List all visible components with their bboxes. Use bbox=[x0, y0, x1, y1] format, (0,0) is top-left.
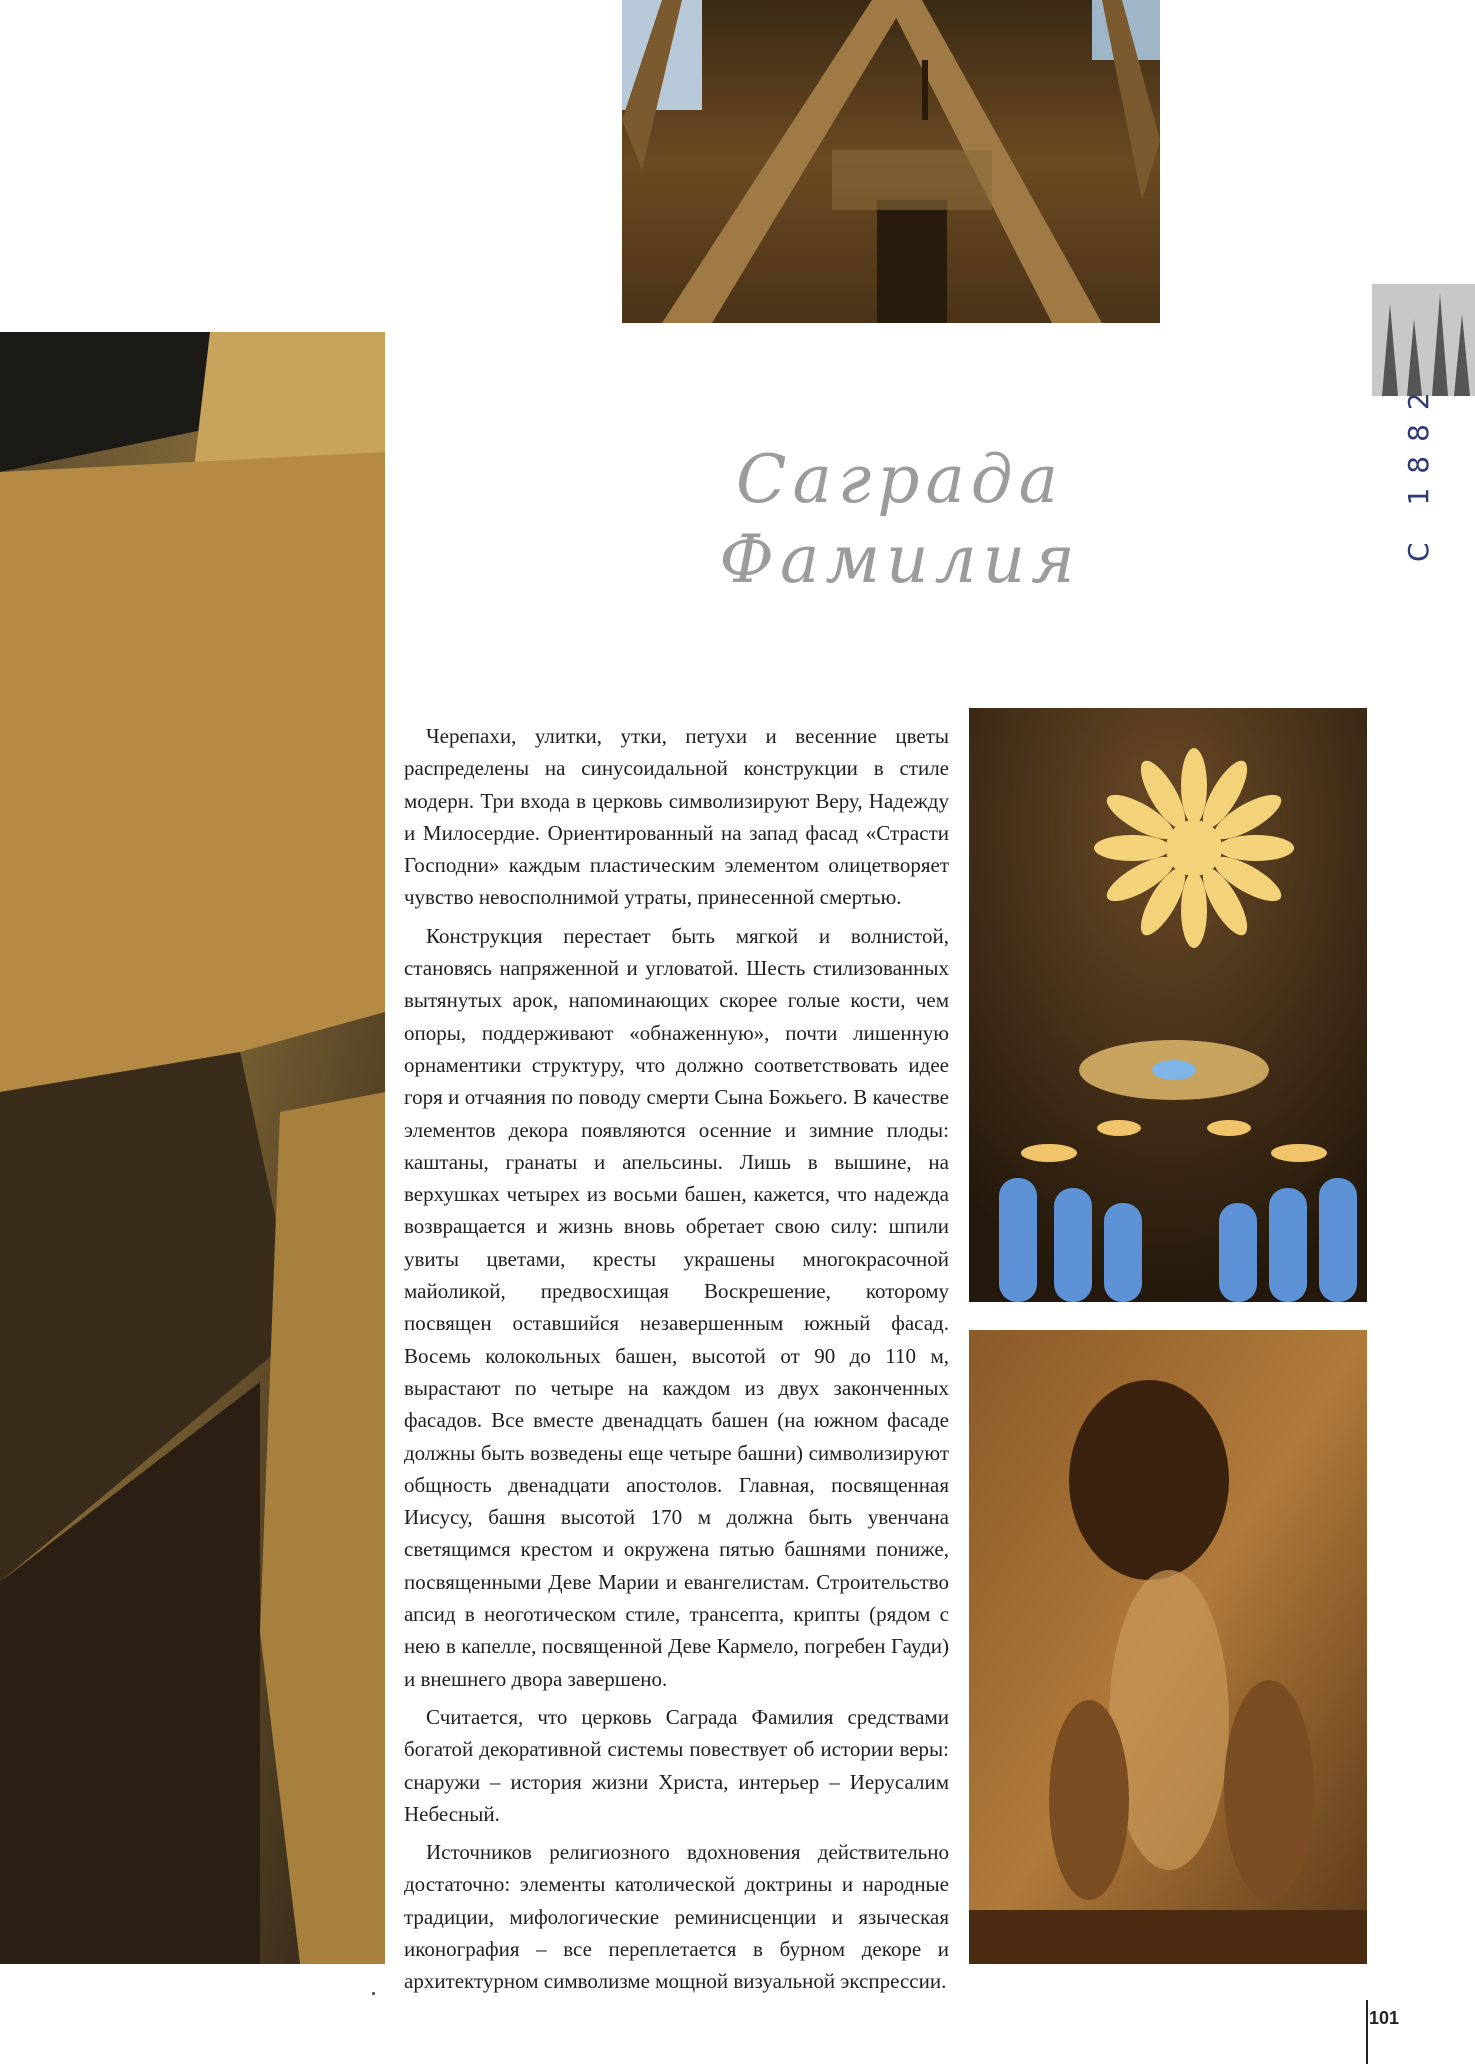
paragraph: Конструкция перестает быть мягкой и волнистой, становясь напряженной и угловатой. Шесть стилизованных вытянутых арок, напоминающих скорее голые кости, чем опоры, поддерживают «обнаженную», почти лишенную орнаментики структуру, что должно соответствовать идее горя и отчаяния по поводу смерти Сына Божьего. В качестве элементов декора появляются осенние и зимние плоды: каштаны, гранаты и апельсины. Лишь в вышине, на верхушках четырех из восьми башен, кажется, что надежда возвращается и жизнь вновь обретает свою силу: шпили увиты цветами, кресты украшены многокрасочной майоликой, предвосхищая Воскрешение, которому посвящен оставшийся незавершенным южный фасад. Восемь колокольных башен, высотой от 90 до 110 м, вырастают по четыре на каждом из двух законченных фасадов. Все вместе двенадцать башен (на южном фасаде должны быть возведены еще четыре башни) символизируют общность двенадцати апостолов. Главная, посвященная Иисусу, башня высотой 170 м должна быть увенчана светящимся крестом и окружена пятью башнями пониже, посвященными Деве Марии и евангелистам. Строительство апсид в неоготическом стиле, трансепта, крипты (рядом с нею в капелле, посвященной Деве Кармело, погребен Гауди) и внешнего двора завершено. bbox=[404, 923, 949, 1691]
page-number: 101 bbox=[1369, 2008, 1400, 2028]
page-title bbox=[690, 440, 1110, 600]
nativity-carving-photo bbox=[969, 1330, 1367, 1964]
title-line-2: Фамилия bbox=[719, 521, 1081, 598]
vault-window-photo bbox=[969, 708, 1367, 1302]
paragraph: Черепахи, улитки, утки, петухи и весенние цветы распределены на синусоидальной конструкции в стиле модерн. Три входа в церковь символизируют Веру, Надежду и Милосердие. Ориентированный на запад фасад «Страсти Господни» каждым пластическим элементом олицетворяет чувство невосполнимой утраты, принесенной смертью. bbox=[404, 724, 949, 910]
title-line-1: Саграда bbox=[736, 441, 1064, 518]
article-body bbox=[404, 720, 949, 2004]
decorative-dot bbox=[372, 1992, 375, 1995]
facade-photo bbox=[622, 0, 1160, 323]
paragraph: Источников религиозного вдохновения действительно достаточно: элементы католической доктрины и народные традиции, мифологические реминисценции и языческая иконография – все переплетается в бурном декоре и архитектурном символизме мощной визуальной экспрессии. bbox=[404, 1840, 949, 1994]
page-number-rule bbox=[1366, 2000, 1368, 2064]
stone-texture-photo bbox=[0, 332, 385, 1964]
paragraph: Считается, что церковь Саграда Фамилия средствами богатой декоративной системы повествует об истории веры: снаружи – история жизни Христа, интерьер – Иерусалим Небесный. bbox=[404, 1704, 949, 1826]
side-date-label: С 1882 bbox=[1402, 378, 1435, 562]
